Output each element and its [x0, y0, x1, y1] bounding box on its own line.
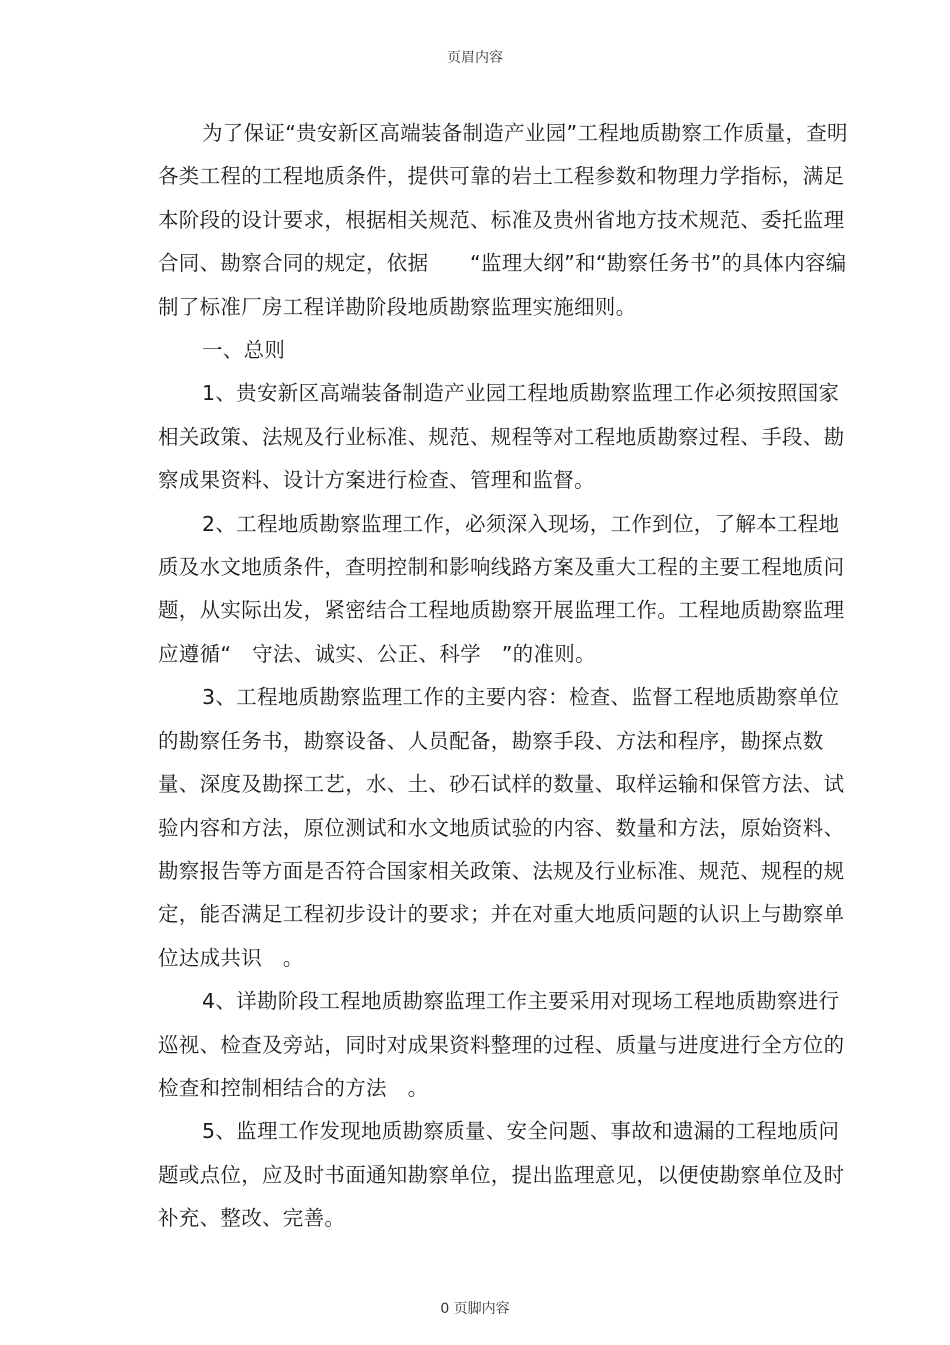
list-item-2: 2、工程地质勘察监理工作，必须深入现场，工作到位，了解本工程地质及水文地质条件，查明控制和影响线路方案及重大工程的主要工程地质问题，从实际出发，紧密结合工程地质勘察开展监理工作。工程地质勘察监理应遵循“ 守法、诚实、公正、科学 ”的准则。 — [158, 511, 845, 666]
list-item-3: 3、工程地质勘察监理工作的主要内容：检查、监督工程地质勘察单位的勘察任务书，勘察设备、人员配备，勘察手段、方法和程序，勘探点数量、深度及勘探工艺，水、土、砂石试样的数量、取样运输和保管方法、试验内容和方法，原位测试和水文地质试验的内容、数量和方法，原始资料、勘察报告等方面是否符合国家相关政策、法规及行业标准、规范、规程的规定，能否满足工程初步设计的要求；并在对重大地质问题的认识上与勘察单位达成共识 。 — [158, 685, 845, 970]
list-item-1: 1、贵安新区高端装备制造产业园工程地质勘察监理工作必须按照国家相关政策、法规及行业标准、规范、规程等对工程地质勘察过程、手段、勘察成果资料、设计方案进行检查、管理和监督。 — [158, 381, 845, 493]
intro-paragraph: 为了保证“贵安新区高端装备制造产业园”工程地质勘察工作质量，查明各类工程的工程地质条件，提供可靠的岩土工程参数和物理力学指标，满足本阶段的设计要求，根据相关规范、标准及贵州省地方技术规范、委托监理合同、勘察合同的规定，依据 “监理大纲”和“勘察任务书”的具体内容编制了标准厂房工程详勘阶段地质勘察监理实施细则。 — [158, 121, 848, 319]
document-body — [158, 112, 858, 1241]
list-item-4: 4、详勘阶段工程地质勘察监理工作主要采用对现场工程地质勘察进行巡视、检查及旁站，同时对成果资料整理的过程、质量与进度进行全方位的检查和控制相结合的方法 。 — [158, 989, 845, 1100]
page-footer: 0 页脚内容 — [440, 1301, 510, 1317]
list-item-5: 5、监理工作发现地质勘察质量、安全问题、事故和遗漏的工程地质问题或点位，应及时书面通知勘察单位，提出监理意见，以便使勘察单位及时补充、整改、完善。 — [158, 1119, 845, 1231]
page-header: 页眉内容 — [447, 50, 503, 66]
section-title: 一、总则 — [202, 338, 286, 363]
